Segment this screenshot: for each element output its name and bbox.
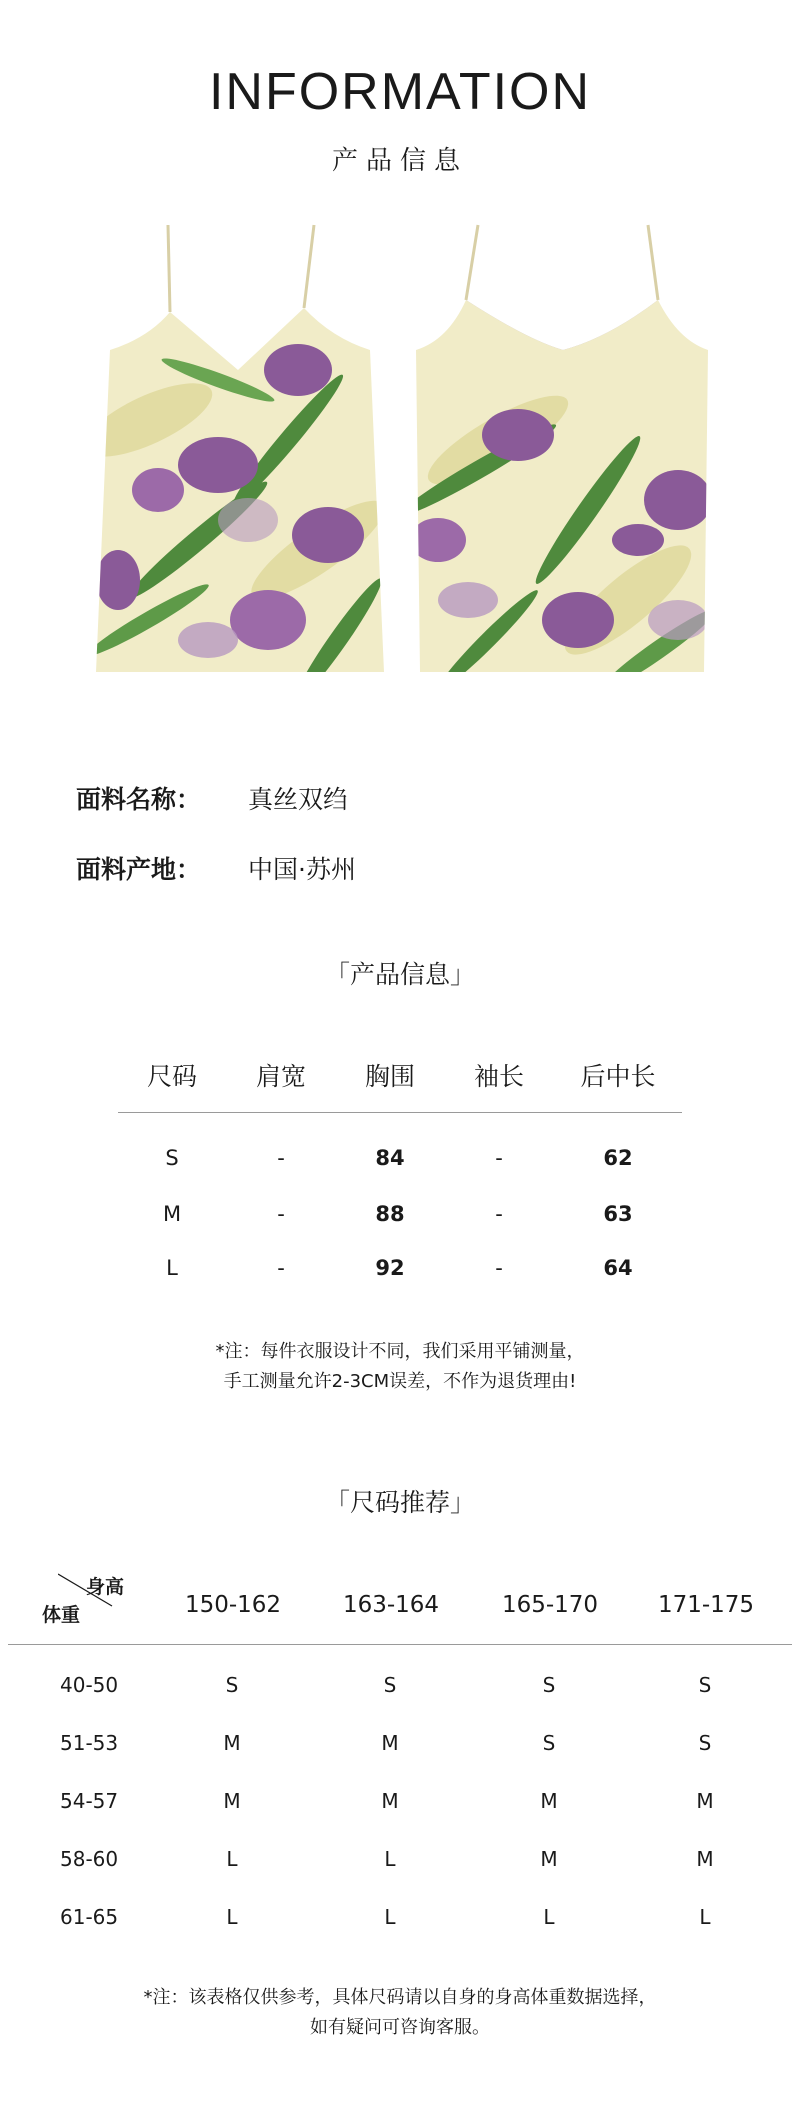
table-cell: 84 <box>375 1146 405 1170</box>
measurement-note <box>0 1337 800 1397</box>
height-header: 171-175 <box>657 1592 755 1618</box>
column-header-bust: 胸围 <box>364 1062 415 1091</box>
size-cell: M <box>696 1847 714 1871</box>
note-line: 手工测量允许2-3CM误差，不作为退货理由! <box>223 1371 577 1392</box>
height-header: 163-164 <box>342 1592 440 1618</box>
camisole-back-image <box>408 220 718 680</box>
table-cell: 63 <box>603 1202 633 1226</box>
camisole-front-image <box>88 220 398 680</box>
size-cell: S <box>698 1731 712 1755</box>
size-cell: S <box>225 1673 239 1697</box>
table-cell: - <box>495 1146 503 1170</box>
weight-label: 54-57 <box>60 1789 119 1813</box>
strap-left <box>168 225 170 312</box>
size-cell: S <box>542 1731 556 1755</box>
table-divider <box>8 1644 792 1645</box>
size-cell: L <box>699 1905 711 1929</box>
size-recommend-title: 「尺码推荐」 <box>324 1488 475 1517</box>
strap-left <box>466 225 478 300</box>
size-cell: S <box>383 1673 397 1697</box>
table-cell: L <box>166 1256 178 1280</box>
fabric-origin-value: 中国·苏州 <box>248 855 356 884</box>
column-header-sleeve: 袖长 <box>473 1062 524 1091</box>
size-cell: L <box>226 1847 238 1871</box>
size-cell: S <box>698 1673 712 1697</box>
size-cell: L <box>384 1905 396 1929</box>
table-cell: - <box>495 1256 503 1280</box>
fabric-origin-label: 面料产地： <box>76 855 202 884</box>
table-cell: 92 <box>375 1256 405 1280</box>
size-cell: M <box>223 1789 241 1813</box>
table-cell: 88 <box>375 1202 405 1226</box>
size-cell: L <box>384 1847 396 1871</box>
size-cell: M <box>381 1731 399 1755</box>
table-cell: - <box>495 1202 503 1226</box>
weight-label: 58-60 <box>60 1847 119 1871</box>
table-cell: - <box>277 1202 285 1226</box>
page-title: INFORMATION <box>208 63 592 121</box>
table-cell: 62 <box>603 1146 633 1170</box>
note-line: *注：该表格仅供参考，具体尺码请以自身的身高体重数据选择， <box>143 1987 657 2008</box>
size-cell: M <box>696 1789 714 1813</box>
fabric-name-label: 面料名称： <box>76 785 202 814</box>
column-header-shoulder: 肩宽 <box>255 1062 306 1091</box>
table-divider <box>118 1112 682 1113</box>
corner-height-label: 身高 <box>86 1576 125 1598</box>
page-subtitle: 产品信息 <box>331 146 468 176</box>
table-cell: M <box>162 1202 182 1226</box>
size-cell: M <box>540 1789 558 1813</box>
size-cell: M <box>223 1731 241 1755</box>
size-cell: L <box>543 1905 555 1929</box>
table-cell: 64 <box>603 1256 633 1280</box>
column-header-size: 尺码 <box>146 1062 197 1091</box>
size-cell: M <box>381 1789 399 1813</box>
column-header-length: 后中长 <box>580 1062 656 1091</box>
size-cell: M <box>540 1847 558 1871</box>
fabric-name-value: 真丝双绉 <box>248 785 349 814</box>
weight-label: 51-53 <box>60 1731 119 1755</box>
note-line: *注：每件衣服设计不同，我们采用平铺测量， <box>215 1341 585 1362</box>
note-line: 如有疑问可咨询客服。 <box>310 2017 490 2038</box>
size-cell: L <box>226 1905 238 1929</box>
height-header: 150-162 <box>184 1592 282 1618</box>
table-cell: - <box>277 1256 285 1280</box>
weight-label: 40-50 <box>60 1673 119 1697</box>
height-header: 165-170 <box>501 1592 599 1618</box>
size-recommend-note <box>0 1983 800 2043</box>
product-info-title: 「产品信息」 <box>324 960 475 989</box>
table-cell: - <box>277 1146 285 1170</box>
corner-weight-label: 体重 <box>42 1604 81 1626</box>
size-cell: S <box>542 1673 556 1697</box>
strap-right <box>648 225 658 300</box>
table-cell: S <box>165 1146 179 1170</box>
weight-label: 61-65 <box>60 1905 119 1929</box>
strap-right <box>304 225 314 308</box>
